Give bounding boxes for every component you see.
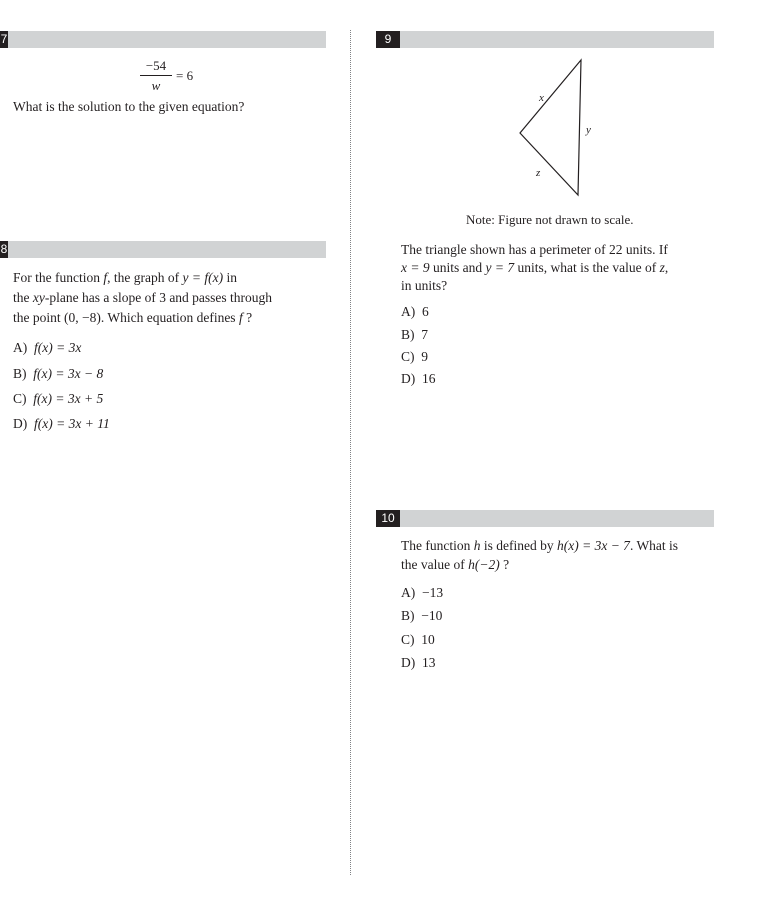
question-9-line-2: [401, 258, 668, 278]
q9-option-a[interactable]: [401, 302, 429, 322]
question-8-line-1: [13, 268, 237, 288]
question-7-prompt: What is the solution to the given equation?: [13, 99, 245, 114]
q10-option-c[interactable]: [401, 630, 435, 650]
option-letter: C): [13, 391, 27, 406]
q10-text: ?: [499, 557, 510, 572]
option-text: 6: [422, 304, 429, 319]
q8-text: in: [223, 270, 237, 285]
option-text: f(x) = 3x + 11: [34, 416, 110, 431]
q10-equation: h(x) = 3x − 7: [556, 538, 630, 553]
option-text: 7: [421, 327, 428, 342]
q8-option-c[interactable]: [13, 389, 103, 409]
option-letter: D): [13, 416, 28, 431]
question-9-line-3: in units?: [401, 278, 448, 293]
q8-text: For the function: [13, 270, 104, 285]
option-text: 16: [422, 371, 436, 386]
q8-text: the: [13, 290, 33, 305]
option-text: 9: [421, 349, 428, 364]
triangle-shape: [520, 60, 581, 195]
q9-text: units and: [429, 260, 486, 275]
q8-text: the point (0, −8). Which equation defines: [13, 310, 239, 325]
option-letter: B): [401, 327, 415, 342]
triangle-figure: [505, 55, 605, 200]
q9-x-value: x = 9: [401, 260, 430, 275]
question-8-header-bar: [0, 241, 326, 258]
question-8-line-2: [13, 288, 272, 308]
q10-text: the value of: [401, 557, 469, 572]
q8-text: , the graph of: [107, 270, 183, 285]
q10-option-a[interactable]: [401, 583, 443, 603]
option-letter: A): [401, 585, 416, 600]
q9-text: units, what is the value of: [514, 260, 660, 275]
q8-xy: xy: [32, 290, 45, 305]
question-8-line-3: [13, 308, 252, 328]
q8-text: ?: [242, 310, 253, 325]
option-letter: B): [401, 608, 415, 623]
q8-equation: y = f(x): [182, 270, 224, 285]
side-label-y: y: [586, 124, 591, 136]
q10-text: The function: [401, 538, 474, 553]
option-text: f(x) = 3x − 8: [33, 366, 104, 381]
q8-option-b[interactable]: [13, 364, 103, 384]
question-7-header-bar: [0, 31, 326, 48]
option-letter: A): [13, 340, 28, 355]
q9-option-c[interactable]: [401, 347, 428, 367]
question-10-line-1: [401, 536, 678, 556]
equation-numerator: −54: [145, 58, 167, 73]
q8-function-name: f: [238, 310, 243, 325]
q9-z: z: [659, 260, 665, 275]
q10-function-name: h: [473, 538, 481, 553]
option-text: f(x) = 3x: [34, 340, 82, 355]
option-letter: D): [401, 655, 416, 670]
figure-note: Note: Figure not drawn to scale.: [466, 212, 634, 227]
option-text: 13: [422, 655, 436, 670]
option-text: −10: [421, 608, 443, 623]
column-divider: [350, 30, 351, 875]
option-letter: C): [401, 349, 415, 364]
question-7-number: 7: [0, 32, 8, 46]
option-letter: C): [401, 632, 415, 647]
option-letter: A): [401, 304, 416, 319]
side-label-z: z: [536, 167, 541, 179]
q10-text: is defined by: [480, 538, 557, 553]
option-text: 10: [421, 632, 435, 647]
question-8-number: 8: [0, 242, 8, 256]
q10-text: . What is: [629, 538, 679, 553]
q8-option-d[interactable]: [13, 414, 110, 434]
equation-equals: = 6: [176, 68, 194, 83]
q10-option-d[interactable]: [401, 653, 436, 673]
option-letter: B): [13, 366, 27, 381]
q9-option-b[interactable]: [401, 325, 428, 345]
q9-option-d[interactable]: [401, 369, 436, 389]
option-text: f(x) = 3x + 5: [33, 391, 104, 406]
q9-y-value: y = 7: [485, 260, 515, 275]
q10-option-b[interactable]: [401, 606, 442, 626]
q8-function-name: f: [103, 270, 108, 285]
question-10-line-2: [401, 555, 509, 575]
question-10-header-bar: [376, 510, 714, 527]
fraction-line: [140, 75, 172, 76]
q8-option-a[interactable]: [13, 338, 81, 358]
question-9-line-1: The triangle shown has a perimeter of 22 units. If: [401, 242, 668, 257]
question-9-header-bar: [376, 31, 714, 48]
question-10-number: 10: [376, 510, 400, 527]
side-label-x: x: [539, 92, 544, 104]
question-9-number: 9: [376, 31, 400, 48]
q10-equation: h(−2): [468, 557, 500, 572]
option-letter: D): [401, 371, 416, 386]
q9-text: ,: [664, 260, 669, 275]
option-text: −13: [422, 585, 444, 600]
equation-denominator: w: [151, 78, 161, 93]
q8-text: -plane has a slope of 3 and passes through: [44, 290, 273, 305]
